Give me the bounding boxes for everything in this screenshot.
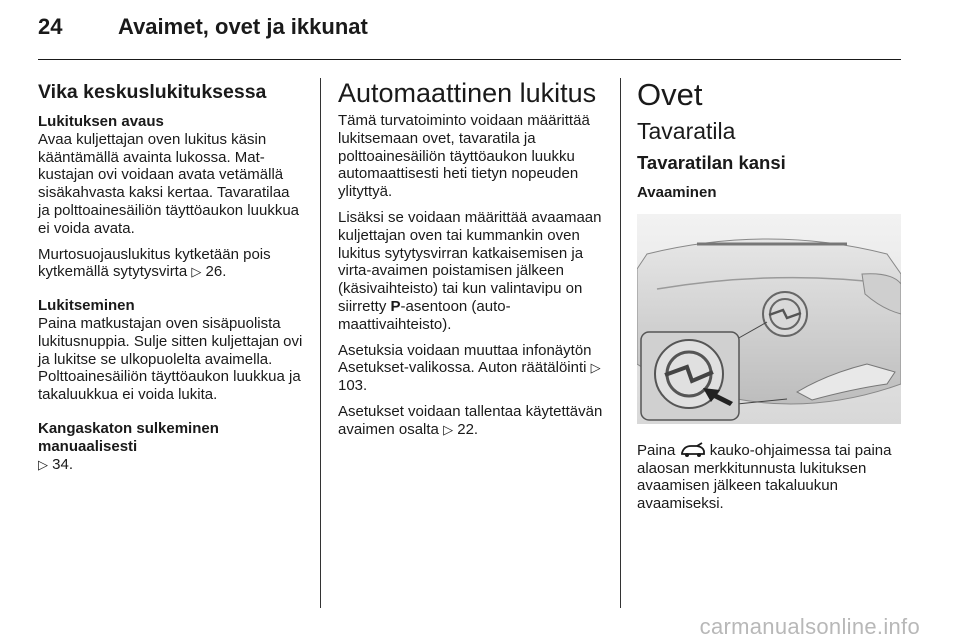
column-middle [338, 78, 604, 447]
column-right [637, 78, 903, 521]
paragraph-text: Asetukset voidaan tallentaa käytettävän avaimen osalta [338, 402, 603, 438]
subsection-title: Lukitseminen [38, 297, 135, 315]
header-rule [38, 59, 901, 60]
subsection-title: Kangaskaton sulkeminen manuaalisesti [38, 419, 219, 455]
paragraph [338, 342, 604, 395]
paragraph: Tämä turvatoiminto voidaan määrittää lukitsemaan ovet, tavaratila ja polttoainesäiliön täyttöaukon luukku automaattisesti heti tietyn nopeuden ylityttyä. [338, 112, 590, 201]
section-heading: Vika keskuslukituksessa [38, 81, 267, 103]
page-number: 24 [38, 14, 63, 39]
paragraph-text: Murtosuojauslukitus kytketään pois kytkemällä sytytysvirta [38, 245, 271, 281]
page-reference[interactable]: 22. [457, 420, 479, 438]
paragraph [637, 442, 903, 513]
reference-arrow-icon: ▷ [191, 264, 202, 280]
paragraph: Avaa kuljettajan oven lukitus käsin kääntämällä avainta lukossa. Matkustajan ovi voidaan avata vetämällä sisäkahvasta kaksi kertaa. Tavaratilaa ja polttoainesäiliön täyttöaukon luukkua ei voida avata. [38, 130, 300, 237]
chapter-heading: Ovet [637, 77, 703, 112]
page-reference[interactable]: 26. [205, 263, 227, 281]
section-heading: Tavaratila [637, 118, 736, 144]
reference-arrow-icon: ▷ [38, 456, 48, 472]
paragraph-text: kauko-ohjaimessa tai paina alaosan merkkitunnusta lukituksen avaamisen jälkeen takaluukun avaamiseksi. [637, 441, 892, 513]
paragraph [38, 246, 304, 282]
subsection-title: Lukituksen avaus [38, 113, 164, 130]
column-divider [320, 78, 321, 608]
page-reference[interactable]: 34. [52, 455, 74, 473]
gear-position-label: P [390, 297, 401, 315]
reference-arrow-icon: ▷ [590, 360, 601, 376]
page-reference[interactable]: 103. [338, 377, 368, 395]
trunk-illustration [637, 214, 901, 424]
paragraph-text: Asetuksia voidaan muuttaa infonäytön Asetukset-valikossa. Auton räätälöinti [338, 341, 592, 377]
paragraph-text: Paina [637, 441, 676, 459]
section-heading: Automaattinen lukitus [338, 78, 597, 108]
paragraph [38, 456, 304, 474]
paragraph-text: Lisäksi se voidaan määrittää avaamaan kuljettajan oven tai kummankin oven lukitus sytytysvirran katkaisemisen ja virta-avaimen poistamisen jälkeen (käsivaihteisto) tai kun valintavipu on siirretty [338, 208, 602, 315]
paragraph [338, 403, 604, 439]
paragraph-text: -asentoon (automaattivaihteisto). [338, 297, 511, 333]
chapter-title: Avaimet, ovet ja ikkunat [118, 14, 368, 39]
procedure-title: Avaaminen [637, 184, 717, 201]
column-left [38, 78, 304, 481]
subsection-heading: Tavaratilan kansi [637, 152, 786, 173]
paragraph: Paina matkustajan oven sisäpuolista lukitusnuppia. Sulje sitten kuljettajan ovi ja lukitse se ulkopuolelta avaimella. Polttoainesäiliön täyttöaukon luukkua ja takaluukkua ei voida lukita. [38, 314, 303, 404]
column-divider [620, 78, 621, 608]
paragraph [338, 209, 604, 334]
watermark: carmanualsonline.info [699, 614, 920, 639]
car-trunk-icon [680, 442, 706, 458]
reference-arrow-icon: ▷ [443, 421, 454, 437]
